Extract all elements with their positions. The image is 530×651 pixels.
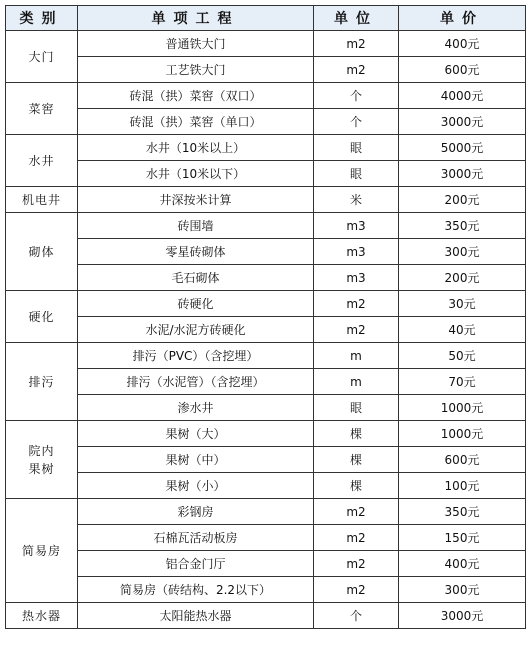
category-cell: 硬化 [6,291,78,343]
unit-cell: m3 [314,213,399,239]
unit-cell: 个 [314,83,399,109]
table-row [6,265,526,291]
price-table [5,5,526,629]
item-cell: 简易房（砖结构、2.2以下） [78,577,314,603]
table-row [6,57,526,83]
item-cell: 毛石砌体 [78,265,314,291]
header-category: 类别 [6,6,78,31]
table-row [6,369,526,395]
header-item: 单项工程 [78,6,314,31]
header-unit: 单位 [314,6,399,31]
table-row [6,83,526,109]
price-cell: 300元 [399,577,526,603]
item-cell: 工艺铁大门 [78,57,314,83]
unit-cell: 米 [314,187,399,213]
unit-cell: m2 [314,577,399,603]
category-cell: 简易房 [6,499,78,603]
price-cell: 200元 [399,187,526,213]
unit-cell: 眼 [314,161,399,187]
price-cell: 1000元 [399,395,526,421]
category-cell: 排污 [6,343,78,421]
category-cell: 大门 [6,31,78,83]
unit-cell: 棵 [314,421,399,447]
item-cell: 零星砖砌体 [78,239,314,265]
item-cell: 砖围墙 [78,213,314,239]
price-cell: 200元 [399,265,526,291]
table-row [6,161,526,187]
table-row [6,577,526,603]
price-cell: 3000元 [399,109,526,135]
price-cell: 600元 [399,447,526,473]
price-cell: 300元 [399,239,526,265]
unit-cell: m2 [314,499,399,525]
price-cell: 70元 [399,369,526,395]
item-cell: 果树（中） [78,447,314,473]
unit-cell: 眼 [314,395,399,421]
table-row [6,291,526,317]
unit-cell: m2 [314,525,399,551]
price-cell: 100元 [399,473,526,499]
table-row [6,213,526,239]
item-cell: 井深按米计算 [78,187,314,213]
category-cell: 砌体 [6,213,78,291]
category-cell: 机电井 [6,187,78,213]
header-row [6,6,526,31]
table-row [6,499,526,525]
price-cell: 50元 [399,343,526,369]
unit-cell: m [314,343,399,369]
table-row [6,317,526,343]
unit-cell: 棵 [314,473,399,499]
item-cell: 排污（PVC）（含挖埋） [78,343,314,369]
table-row [6,447,526,473]
item-cell: 果树（大） [78,421,314,447]
unit-cell: m3 [314,239,399,265]
price-cell: 40元 [399,317,526,343]
price-cell: 1000元 [399,421,526,447]
item-cell: 果树（小） [78,473,314,499]
unit-cell: 棵 [314,447,399,473]
table-row [6,395,526,421]
item-cell: 水井（10米以下） [78,161,314,187]
unit-cell: 个 [314,109,399,135]
table-row [6,109,526,135]
price-cell: 600元 [399,57,526,83]
category-cell: 热水器 [6,603,78,629]
item-cell: 彩钢房 [78,499,314,525]
price-cell: 5000元 [399,135,526,161]
item-cell: 砖硬化 [78,291,314,317]
category-cell: 水井 [6,135,78,187]
price-cell: 400元 [399,31,526,57]
unit-cell: m2 [314,31,399,57]
table-row [6,343,526,369]
item-cell: 砖混（拱）菜窖（双口） [78,83,314,109]
table-row [6,31,526,57]
item-cell: 渗水井 [78,395,314,421]
category-cell: 菜窖 [6,83,78,135]
unit-cell: m2 [314,317,399,343]
table-row [6,473,526,499]
price-cell: 3000元 [399,161,526,187]
table-row [6,135,526,161]
item-cell: 普通铁大门 [78,31,314,57]
item-cell: 砖混（拱）菜窖（单口） [78,109,314,135]
unit-cell: m3 [314,265,399,291]
price-cell: 30元 [399,291,526,317]
item-cell: 水泥/水泥方砖硬化 [78,317,314,343]
unit-cell: m2 [314,291,399,317]
unit-cell: 眼 [314,135,399,161]
table-row [6,525,526,551]
item-cell: 太阳能热水器 [78,603,314,629]
price-cell: 400元 [399,551,526,577]
item-cell: 水井（10米以上） [78,135,314,161]
header-price: 单价 [399,6,526,31]
item-cell: 石棉瓦活动板房 [78,525,314,551]
item-cell: 排污（水泥管）（含挖埋） [78,369,314,395]
category-cell: 院内果树 [6,421,78,499]
price-cell: 4000元 [399,83,526,109]
table-row [6,421,526,447]
unit-cell: m [314,369,399,395]
table-row [6,187,526,213]
unit-cell: m2 [314,57,399,83]
item-cell: 铝合金门厅 [78,551,314,577]
price-cell: 150元 [399,525,526,551]
table-row [6,603,526,629]
unit-cell: m2 [314,551,399,577]
table-row [6,551,526,577]
table-body [6,31,526,629]
price-cell: 350元 [399,213,526,239]
price-cell: 350元 [399,499,526,525]
unit-cell: 个 [314,603,399,629]
price-cell: 3000元 [399,603,526,629]
table-row [6,239,526,265]
